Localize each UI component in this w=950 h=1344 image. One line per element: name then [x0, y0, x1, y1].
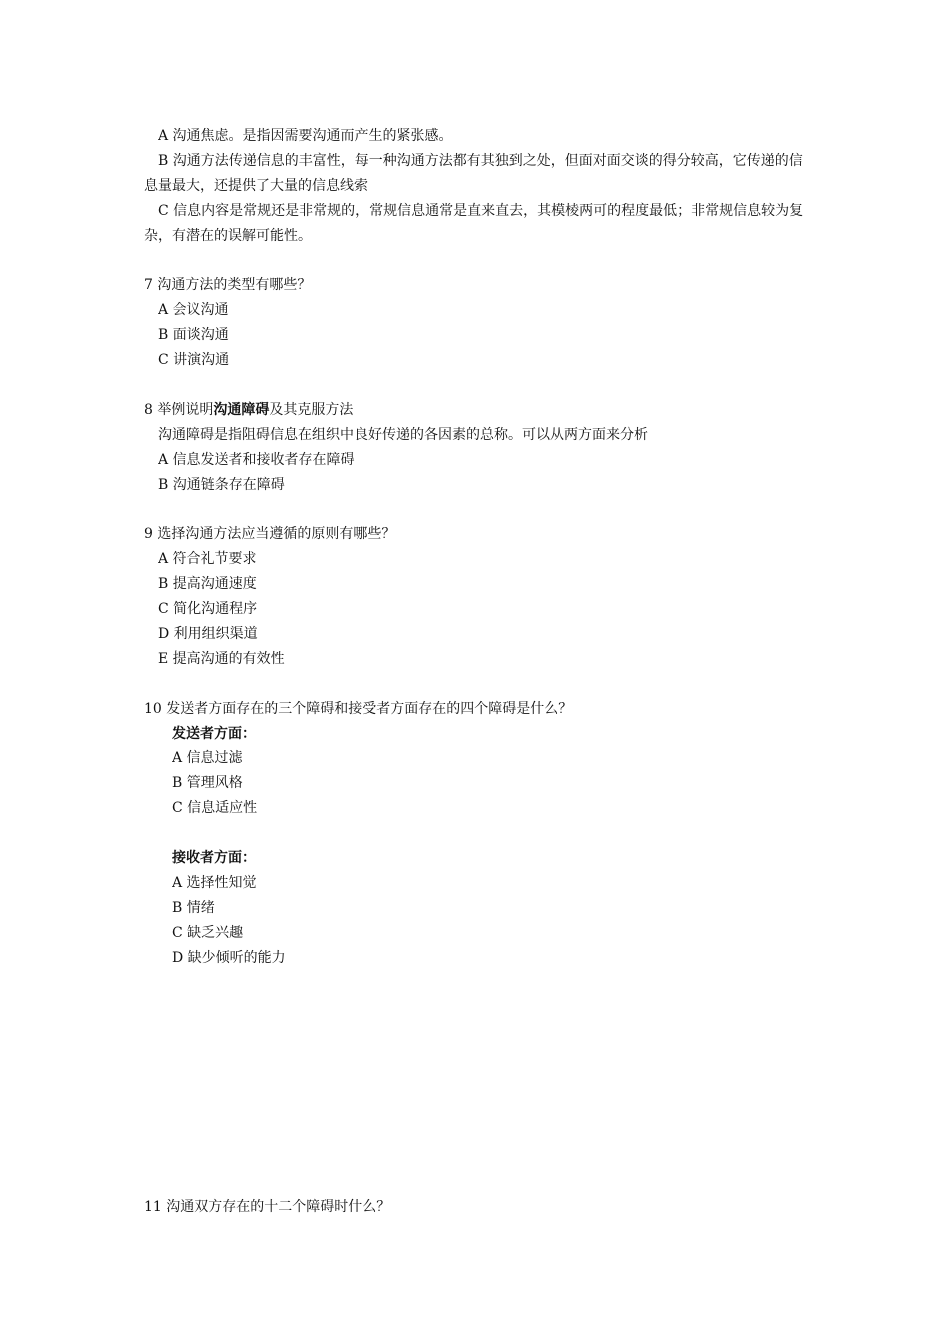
q9-item-d: D 利用组织渠道 — [158, 626, 258, 642]
q9-item-e: E 提高沟通的有效性 — [158, 651, 285, 667]
q7-item-c: C 讲演沟通 — [158, 352, 230, 368]
q8-suffix: 及其克服方法 — [269, 402, 354, 418]
q8-prefix: 8 举例说明 — [144, 402, 214, 418]
q8-intro: 沟通障碍是指阻碍信息在组织中良好传递的各因素的总称。可以从两方面来分析 — [158, 427, 648, 443]
q10-sender-item-b: B 管理风格 — [172, 775, 243, 791]
q9-item-a: A 符合礼节要求 — [158, 551, 257, 567]
q8-term: 沟通障碍 — [213, 402, 270, 418]
answer-item-b-line2: 息量最大，还提供了大量的信息线索 — [144, 178, 368, 194]
q10-sender-heading: 发送者方面： — [172, 726, 256, 742]
q7-item-a: A 会议沟通 — [158, 302, 229, 318]
q10-receiver-item-a: A 选择性知觉 — [172, 875, 257, 891]
q7-item-b: B 面谈沟通 — [158, 327, 229, 343]
question-8 — [144, 398, 812, 423]
answer-item-c-line2: 杂，有潜在的误解可能性。 — [144, 228, 312, 244]
q9-item-b: B 提高沟通速度 — [158, 576, 257, 592]
answer-item-a: A 沟通焦虑。是指因需要沟通而产生的紧张感。 — [158, 128, 453, 144]
q8-item-b: B 沟通链条存在障碍 — [158, 477, 285, 493]
q10-sender-item-c: C 信息适应性 — [172, 800, 258, 816]
answer-item-c-line1: C 信息内容是常规还是非常规的，常规信息通常是直来直去，其模棱两可的程度最低；非常规信息较为复 — [158, 203, 804, 219]
q9-item-c: C 简化沟通程序 — [158, 601, 258, 617]
q10-receiver-item-d: D 缺少倾听的能力 — [172, 950, 286, 966]
q10-receiver-item-b: B 情绪 — [172, 900, 215, 916]
q10-sender-item-a: A 信息过滤 — [172, 750, 243, 766]
question-10: 10 发送者方面存在的三个障碍和接受者方面存在的四个障碍是什么？ — [144, 701, 573, 717]
answer-item-b-line1: B 沟通方法传递信息的丰富性，每一种沟通方法都有其独到之处，但面对面交谈的得分较高，它传递的信 — [158, 153, 803, 169]
question-7: 7 沟通方法的类型有哪些？ — [144, 277, 312, 293]
q10-receiver-item-c: C 缺乏兴趣 — [172, 925, 244, 941]
question-11: 11 沟通双方存在的十二个障碍时什么？ — [144, 1199, 391, 1215]
question-9: 9 选择沟通方法应当遵循的原则有哪些？ — [144, 526, 396, 542]
q10-receiver-heading: 接收者方面： — [172, 850, 256, 866]
q8-item-a: A 信息发送者和接收者存在障碍 — [158, 452, 355, 468]
